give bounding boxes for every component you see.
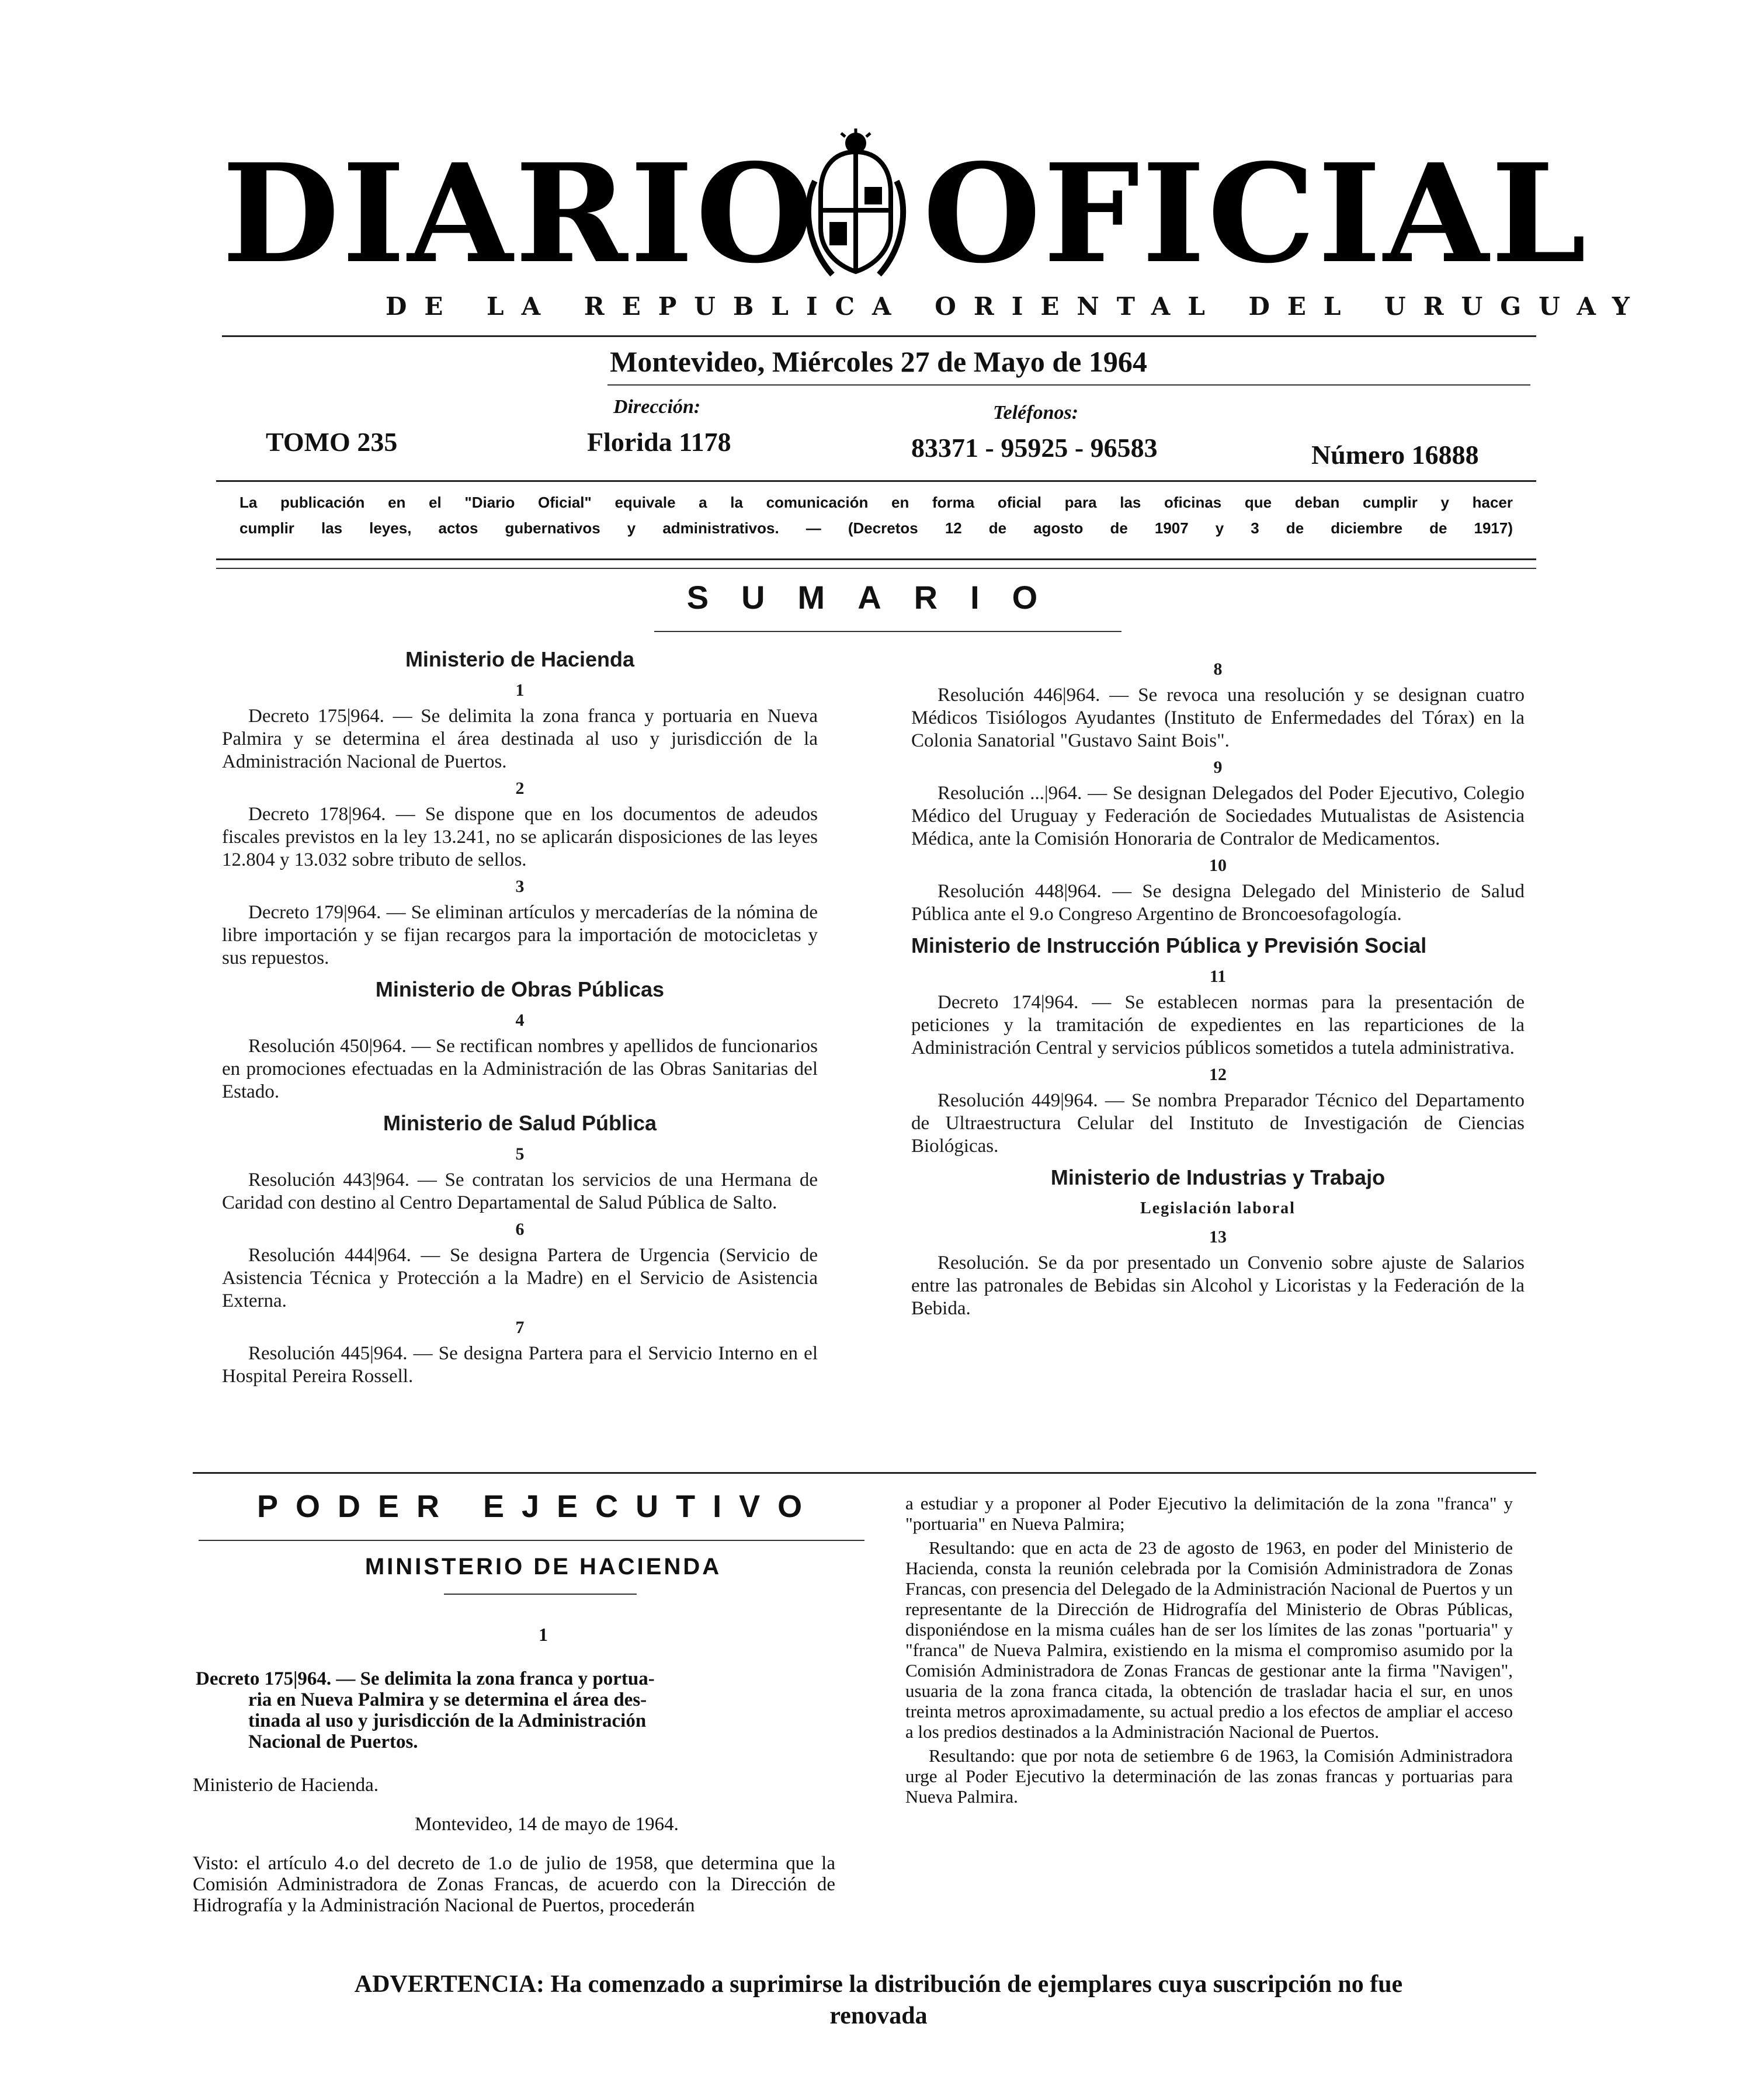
ministry-heading: Ministerio de Salud Pública [383, 1111, 657, 1135]
sumario-right-column [911, 654, 1525, 1323]
item-number: 13 [1209, 1227, 1227, 1247]
legal-notice-line: cumplir las leyes, actos gubernativos y administrativos. — (Decretos 12 de agosto de 1907 y 3 de diciembre de 1917) [239, 519, 1513, 537]
decree-title-line: Decreto 175|964. — Se delimita la zona franca y portua- [196, 1668, 655, 1689]
sumario-entry: Resolución. Se da por presentado un Convenio sobre ajuste de Salarios entre las patronales de Bebidas sin Alcohol y Licoristas y la Federación de la Bebida. [911, 1252, 1525, 1319]
advertencia-text: Ha comenzado a suprimirse la distribución de ejemplares cuya suscripción no fue [550, 1971, 1403, 1998]
sumario-entry: Resolución 445|964. — Se designa Partera para el Servicio Interno en el Hospital Pereira Rossell. [222, 1343, 818, 1387]
decree-title-line: tinada al uso y jurisdicción de la Administración [248, 1710, 647, 1731]
coat-of-arms-icon [797, 129, 914, 280]
section-title: PODER EJECUTIVO [257, 1489, 820, 1524]
numero: Número 16888 [1311, 440, 1479, 470]
decree-title-line: ria en Nueva Palmira y se determina el área des- [248, 1689, 647, 1710]
direccion-value: Florida 1178 [587, 427, 731, 457]
divider [199, 1540, 864, 1541]
item-number: 8 [1213, 659, 1223, 679]
divider [654, 631, 1121, 632]
divider [216, 568, 1536, 569]
ministry-title: MINISTERIO DE HACIENDA [364, 1554, 722, 1580]
advertencia-line2: renovada [829, 2002, 928, 2029]
body-paragraph: Resultando: que por nota de setiembre 6 de 1963, la Comisión Administradora urge al Poder Ejecutivo la determinación de las zonas francas y portuarias para Nueva Palmira. [905, 1745, 1513, 1807]
sumario-entry: Resolución 443|964. — Se contratan los servicios de una Hermana de Caridad con destino al Centro Departamental de Salud Pública de Salto. [222, 1169, 818, 1213]
advertencia [0, 1969, 1757, 2032]
decree-date: Montevideo, 14 de mayo de 1964. [415, 1814, 679, 1835]
sumario-entry: Resolución 449|964. — Se nombra Preparador Técnico del Departamento de Ultraestructura Celular del Instituto de Investigación de Ciencias Biológicas. [911, 1090, 1525, 1157]
item-number: 3 [515, 877, 525, 896]
decree-title [196, 1668, 832, 1752]
legal-notice-line: La publicación en el "Diario Oficial" equivale a la comunicación en forma oficial para las oficinas que deban cumplir y hacer [239, 494, 1513, 511]
masthead-title-right: OFICIAL [923, 134, 1589, 293]
legal-notice [239, 490, 1513, 541]
direccion-label: Dirección: [613, 396, 701, 418]
subheading: Legislación laboral [1140, 1199, 1296, 1217]
sumario-entry: Resolución 448|964. — Se designa Delegado del Ministerio de Salud Pública ante el 9.o Congreso Argentino de Broncoesofagología. [911, 881, 1525, 925]
telefonos-value: 83371 - 95925 - 96583 [911, 433, 1158, 463]
decree-title-line: Nacional de Puertos. [248, 1731, 418, 1752]
divider [444, 1594, 637, 1595]
body-paragraph: Resultando: que en acta de 23 de agosto de 1963, en poder del Ministerio de Hacienda, consta la reunión celebrada por la Comisión Administradora de Zonas Francas, con presencia del Delegado de la Administración Nacional de Puertos y un representante de la Dirección de Hidrografía del Ministerio de Obras Públicas, disponiéndose en la misma cuáles han de ser los límites de las zonas "portuaria" y "franca" de Nueva Palmira, existiendo en la misma el compromiso asumido por la Comisión Administradora de Zonas Francas de gestionar ante la firma "Navigen", usuaria de la zona franca citada, la obtención de trasladar hacia el sur, en unos treinta metros aproximadamente, su actual predio a los efectos de ampliar el acceso a los predios destinados a la Administración Nacional de Puertos. [905, 1537, 1513, 1742]
ministry-heading: Ministerio de Obras Públicas [375, 977, 665, 1001]
masthead-subtitle: DE LA REPUBLICA ORIENTAL DEL URUGUAY [386, 292, 1647, 321]
decree-body-right [905, 1493, 1513, 1810]
item-number: 5 [515, 1144, 525, 1164]
masthead-title-left: DIARIO [222, 134, 817, 293]
dateline: Montevideo, Miércoles 27 de Mayo de 1964 [610, 345, 1147, 378]
telefonos-label: Teléfonos: [993, 402, 1079, 424]
sumario-entry: Decreto 179|964. — Se eliminan artículos y mercaderías de la nómina de libre importación y se fijan recargos para la importación de motocicletas y sus repuestos. [222, 902, 818, 969]
divider [216, 480, 1536, 482]
item-number: 12 [1209, 1065, 1227, 1084]
ministry-line: Ministerio de Hacienda. [193, 1775, 379, 1796]
decree-number: 1 [539, 1624, 548, 1645]
body-paragraph: a estudiar y a proponer al Poder Ejecutivo la delimitación de la zona "franca" y "portuaria" en Nueva Palmira; [905, 1493, 1513, 1534]
sumario-title: SUMARIO [686, 579, 1071, 616]
sumario-entry: Resolución 444|964. — Se designa Partera de Urgencia (Servicio de Asistencia Técnica y Protección a la Madre) en el Servicio de Asistencia Externa. [222, 1245, 818, 1311]
sumario-entry: Resolución ...|964. — Se designan Delegados del Poder Ejecutivo, Colegio Médico del Uruguay y Federación de Sociedades Mutualistas de Asistencia Médica, ante la Comisión Honoraria de Contralor de Medicamentos. [911, 783, 1525, 849]
ministry-heading: Ministerio de Instrucción Pública y Previsión Social [911, 933, 1427, 957]
sumario-left-column [222, 640, 818, 1390]
divider [193, 1472, 1536, 1474]
sumario-entry: Resolución 450|964. — Se rectifican nombres y apellidos de funcionarios en promociones efectuadas en la Administración de las Obras Sanitarias del Estado. [222, 1036, 818, 1102]
ministry-heading: Ministerio de Hacienda [405, 647, 635, 671]
item-number: 11 [1209, 967, 1227, 986]
visto-paragraph: Visto: el artículo 4.o del decreto de 1.o de julio de 1958, que determina que la Comisión Administradora de Zonas Francas, de acuerdo con la Dirección de Hidrografía y la Administración Nacional de Puertos, procederán [193, 1853, 835, 1916]
item-number: 1 [515, 681, 525, 700]
advertencia-label: ADVERTENCIA: [354, 1971, 544, 1998]
divider [216, 558, 1536, 560]
tomo: TOMO 235 [266, 427, 398, 457]
item-number: 9 [1213, 758, 1223, 777]
divider [222, 335, 1536, 337]
sumario-entry: Resolución 446|964. — Se revoca una resolución y se designan cuatro Médicos Tisiólogos Ayudantes (Instituto de Enfermedades del Tórax) en la Colonia Sanatorial "Gustavo Saint Bois". [911, 685, 1525, 751]
item-number: 6 [515, 1220, 525, 1239]
sumario-entry: Decreto 175|964. — Se delimita la zona franca y portuaria en Nueva Palmira y se determina el área destinada al uso y jurisdicción de la Administración Nacional de Puertos. [222, 706, 818, 772]
sumario-entry: Decreto 174|964. — Se establecen normas para la presentación de peticiones y la tramitación de expedientes en las reparticiones de la Administración Central y servicios públicos sometidos a tutela administrativa. [911, 992, 1525, 1058]
item-number: 4 [515, 1011, 525, 1030]
divider [607, 384, 1530, 386]
sumario-entry: Decreto 178|964. — Se dispone que en los documentos de adeudos fiscales previstos en la ley 13.241, no se aplicarán disposiciones de las leyes 12.804 y 13.032 sobre tributo de sellos. [222, 804, 818, 870]
item-number: 10 [1209, 856, 1227, 875]
item-number: 2 [515, 779, 525, 798]
masthead [222, 111, 1589, 293]
ministry-heading: Ministerio de Industrias y Trabajo [1050, 1165, 1386, 1189]
item-number: 7 [515, 1318, 525, 1337]
